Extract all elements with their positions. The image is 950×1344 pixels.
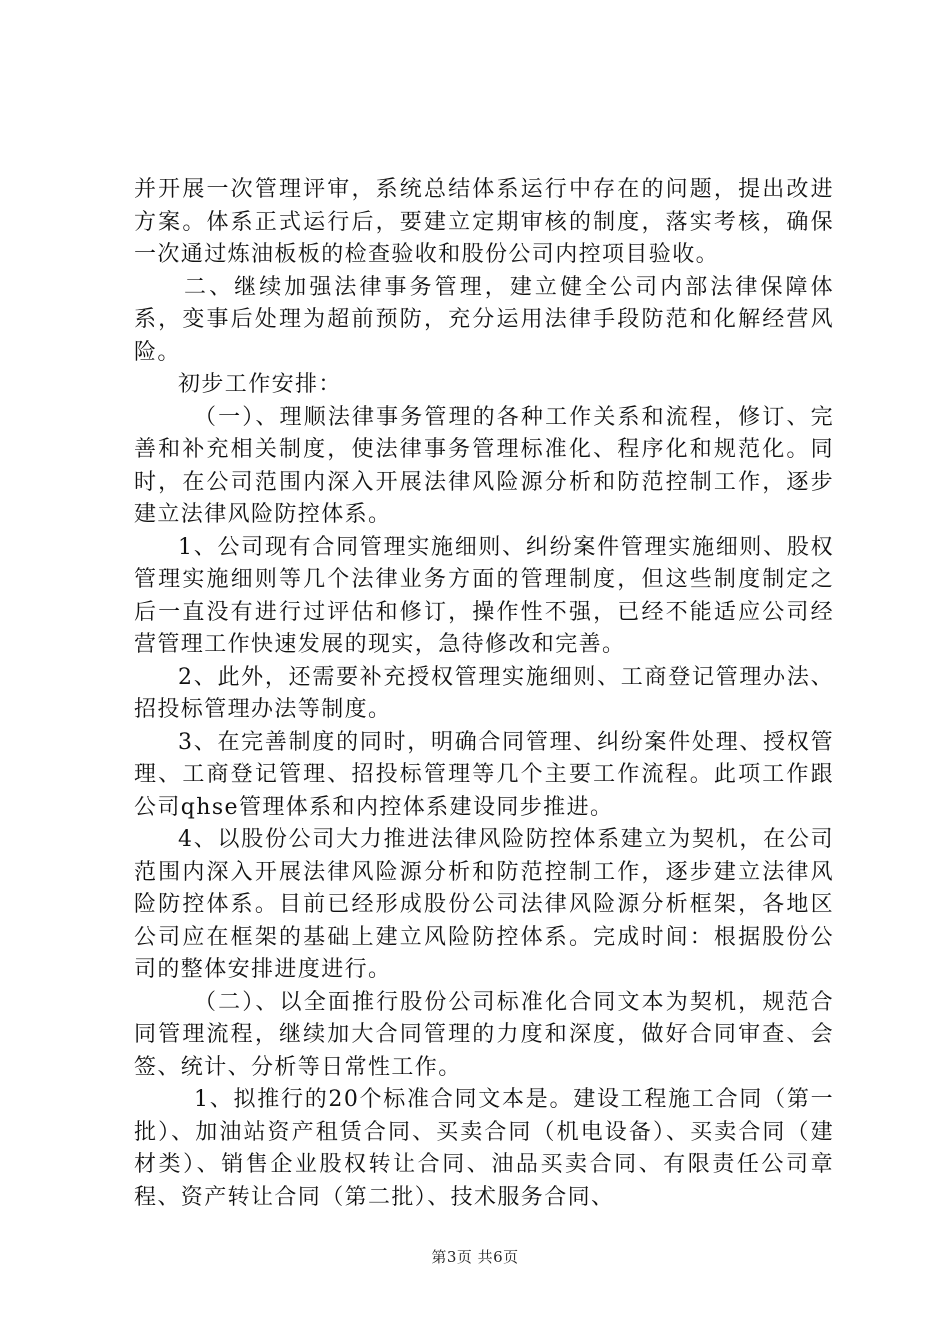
paragraph-8-item-4: 4、以股份公司大力推进法律风险防控体系建立为契机，在公司范围内深入开展法律风险源分析和防范控制工作，逐步建立法律风险防控体系。目前已经形成股份公司法律风险源分析框架，各地区公司应在框架的基础上建立风险防控体系。完成时间：根据股份公司的整体安排进度进行。: [134, 827, 834, 982]
page-number-footer: 第3页 共6页: [431, 1248, 519, 1266]
paragraph-9-subsection-2: （二）、以全面推行股份公司标准化合同文本为契机，规范合同管理流程，继续加大合同管理的力度和深度，做好合同审查、会签、统计、分析等日常性工作。: [134, 989, 834, 1080]
paragraph-3-work-plan-label: 初步工作安排：: [178, 372, 342, 397]
document-body: [134, 174, 834, 1214]
paragraph-4-subsection-1: （一）、理顺法律事务管理的各种工作关系和流程，修订、完善和补充相关制度，使法律事务管理标准化、程序化和规范化。同时，在公司范围内深入开展法律风险源分析和防范控制工作，逐步建立法律风险防控体系。: [134, 404, 834, 527]
paragraph-1: 并开展一次管理评审，系统总结体系运行中存在的问题，提出改进方案。体系正式运行后，要建立定期审核的制度，落实考核，确保一次通过炼油板板的检查验收和股份公司内控项目验收。: [134, 177, 834, 267]
paragraph-2-section-heading: 二、继续加强法律事务管理，建立健全公司内部法律保障体系，变事后处理为超前预防，充分运用法律手段防范和化解经营风险。: [134, 274, 834, 365]
paragraph-6-item-2: 2、此外，还需要补充授权管理实施细则、工商登记管理办法、招投标管理办法等制度。: [134, 664, 834, 722]
paragraph-5-item-1: 1、公司现有合同管理实施细则、纠纷案件管理实施细则、股权管理实施细则等几个法律业务方面的管理制度，但这些制度制定之后一直没有进行过评估和修订，操作性不强，已经不能适应公司经营管理工作快速发展的现实，急待修改和完善。: [134, 534, 834, 657]
paragraph-7-item-3: 3、在完善制度的同时，明确合同管理、纠纷案件处理、授权管理、工商登记管理、招投标管理等几个主要工作流程。此项工作跟公司qhse管理体系和内控体系建设同步推进。: [134, 729, 834, 820]
paragraph-10-standard-contracts: 1、拟推行的20个标准合同文本是。建设工程施工合同（第一批）、加油站资产租赁合同、买卖合同（机电设备）、买卖合同（建材类）、销售企业股权转让合同、油品买卖合同、有限责任公司章程、资产转让合同（第二批）、技术服务合同、: [134, 1087, 834, 1210]
